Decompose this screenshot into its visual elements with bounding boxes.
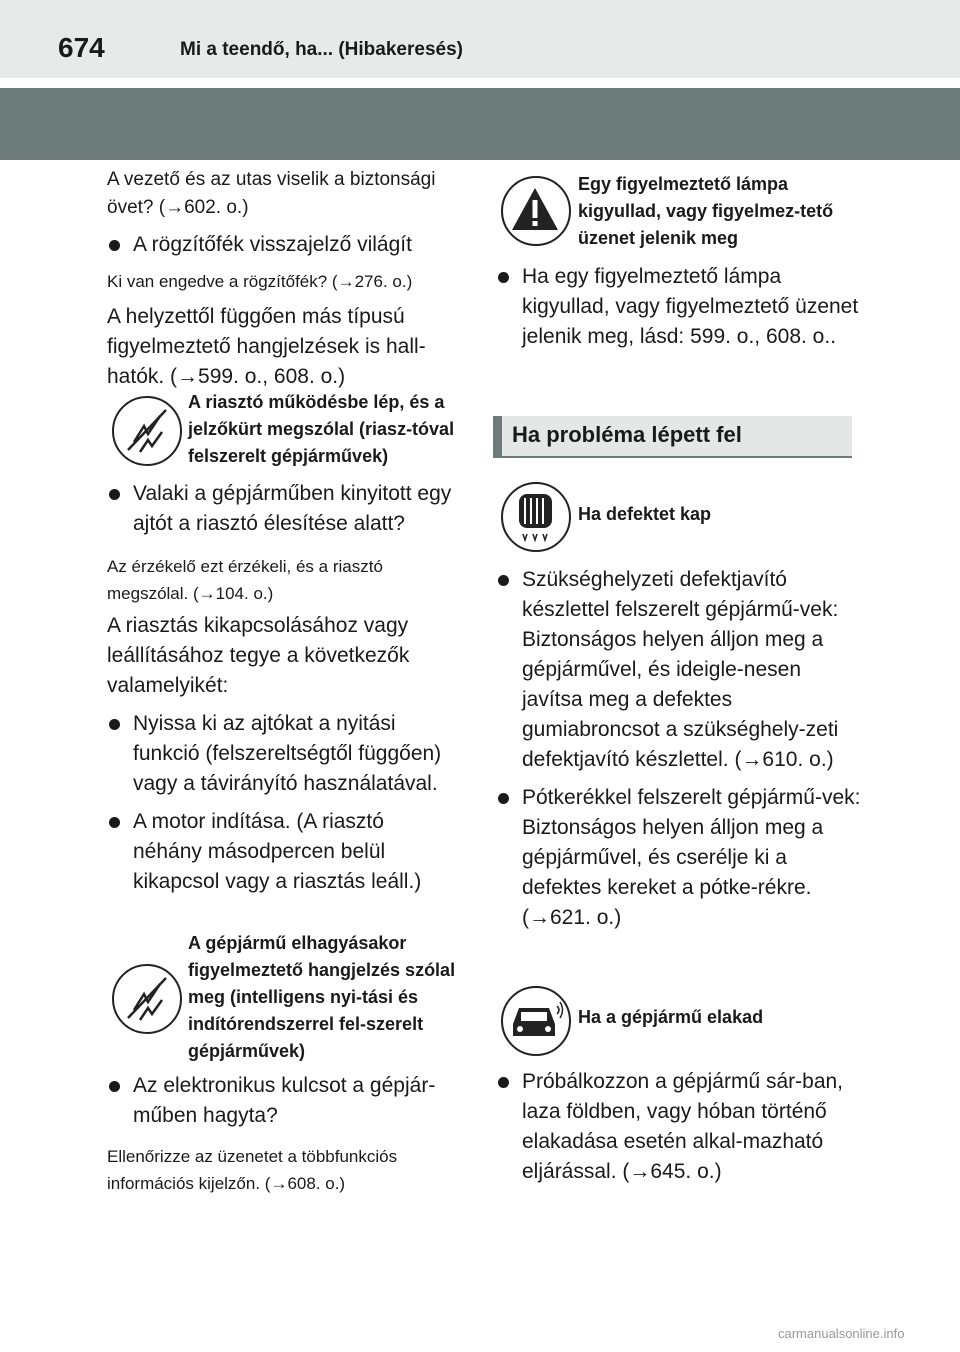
section-title: Ha probléma lépett fel bbox=[512, 422, 742, 447]
other-warnings-text: A helyzettől függően más típusú figyelmeztető hangjelzések is hall-hatók. (→599. o., 608. o.) bbox=[107, 305, 426, 388]
header-bar bbox=[0, 0, 960, 78]
bullet-stuck: Próbálkozzon a gépjármű sár-ban, laza földben, vagy hóban történő elakadása esetén alkal-mazható eljárással. (→645. o.) bbox=[496, 1067, 867, 1187]
seatbelt-question: A vezető és az utas viselik a biztonsági övet? (→602. o.) bbox=[107, 169, 436, 218]
bullet-repair-kit: Szükséghelyzeti defektjavító készlettel felszerelt gépjármű-vek: Biztonságos helyen álljon meg a gépjárművel, és ideigle-nesen javítsa meg a defektes gumiabroncsot a szükséghely-zeti defektjavító készlettel. (→610. o.) bbox=[496, 565, 867, 775]
bullet-key-left: Az elektronikus kulcsot a gépjár-műben hagyta? bbox=[107, 1071, 473, 1131]
check-display-text: Ellenőrizze az üzenetet a többfunkciós információs kijelzőn. (→608. o.) bbox=[107, 1147, 398, 1193]
alarm-heading: A riasztó működésbe lép, és a jelzőkürt megszólal (riasz-tóval felszerelt gépjárművek) bbox=[188, 392, 455, 466]
left-bottom-block bbox=[107, 1071, 459, 1197]
warning-buzzer-icon bbox=[112, 964, 182, 1034]
bullet-warning-lamp: Ha egy figyelmeztető lámpa kigyullad, vagy figyelmeztető üzenet jelenik meg, lásd: 599. o., 608. o.. bbox=[496, 262, 867, 352]
parking-brake-question: Ki van engedve a rögzítőfék? (→276. o.) bbox=[107, 272, 413, 291]
bullet-parking-brake: A rögzítőfék visszajelző világít bbox=[107, 230, 459, 260]
right-top-block bbox=[496, 262, 859, 352]
warning-lamp-heading: Egy figyelmeztető lámpa kigyullad, vagy figyelmez-tető üzenet jelenik meg bbox=[578, 174, 834, 248]
tire-icon bbox=[501, 482, 571, 552]
alarm-off-text: A riasztás kikapcsolásához vagy leállításához tegye a következők valamelyikét: bbox=[107, 614, 410, 697]
right-mid-block bbox=[496, 565, 861, 933]
bullet-door-opened: Valaki a gépjárműben kinyitott egy ajtót a riasztó élesítése alatt? bbox=[107, 479, 463, 539]
leaving-vehicle-heading: A gépjármű elhagyásakor figyelmeztető hangjelzés szólal meg (intelligens nyi-tási és indítórendszerrel fel-szerelt gépjárművek) bbox=[188, 933, 456, 1061]
header-band bbox=[0, 88, 960, 160]
alarm-horn-icon bbox=[112, 396, 182, 466]
right-bottom-block bbox=[496, 1067, 848, 1187]
stuck-car-icon bbox=[501, 986, 571, 1056]
warning-triangle-icon bbox=[501, 176, 571, 246]
page-title: Mi a teendő, ha... (Hibakeresés) bbox=[180, 39, 463, 60]
left-top-block bbox=[107, 166, 459, 392]
section-heading bbox=[493, 416, 852, 458]
page-number: 674 bbox=[58, 32, 105, 63]
sensor-text: Az érzékelő ezt érzékeli, és a riasztó megszólal. (→104. o.) bbox=[107, 557, 383, 603]
left-mid-block bbox=[107, 479, 459, 897]
watermark: carmanualsonline.info bbox=[778, 1326, 905, 1341]
bullet-open-doors: Nyissa ki az ajtókat a nyitási funkció (felszereltségtől függően) vagy a távirányító használatával. bbox=[107, 709, 459, 799]
bullet-start-engine: A motor indítása. (A riasztó néhány másodpercen belül kikapcsol vagy a riasztás leáll.) bbox=[107, 807, 443, 897]
bullet-spare-tire: Pótkerékkel felszerelt gépjármű-vek: Biztonságos helyen álljon meg a gépjárművel, és cserélje ki a defektes kereket a pótke-rékre. (→621. o.) bbox=[496, 783, 867, 933]
stuck-heading: Ha a gépjármű elakad bbox=[578, 1007, 764, 1027]
flat-tire-heading: Ha defektet kap bbox=[578, 504, 712, 524]
